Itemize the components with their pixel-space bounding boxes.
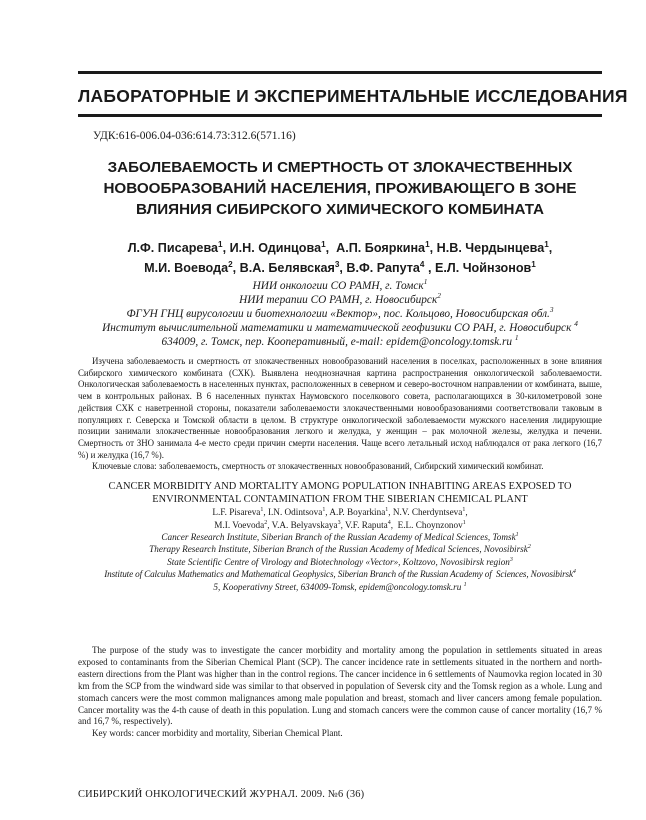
- section-heading: ЛАБОРАТОРНЫЕ И ЭКСПЕРИМЕНТАЛЬНЫЕ ИССЛЕДОВАНИЯ: [78, 86, 628, 106]
- affiliation-en: Cancer Research Institute, Siberian Branch of the Russian Academy of Medical Sciences, Tomsk$^1$: [161, 531, 519, 542]
- author: А.П. Бояркина: [336, 241, 426, 255]
- abstract-en: [78, 645, 602, 740]
- author-affil-mark: 1: [425, 239, 430, 249]
- author: В.А. Белявская: [239, 261, 335, 275]
- affiliation: Институт вычислительной математики и математической геофизики СО РАН, г. Новосибирск $^4$: [102, 319, 578, 334]
- authors-line: Л.Ф. Писарева$^1$, И.Н. Одинцова$^1$, А.П. Бояркина$^1$, Н.В. Чердынцева$^1$,: [127, 239, 553, 255]
- author-affil-mark: 1: [321, 239, 326, 249]
- affiliation-en: Therapy Research Institute, Siberian Branch of the Russian Academy of Medical Sciences, Novosibirsk$^2$: [149, 544, 531, 555]
- title-line: ВЛИЯНИЯ СИБИРСКОГО ХИМИЧЕСКОГО КОМБИНАТА: [136, 201, 544, 218]
- authors-line: М.И. Воевода$^2$, В.А. Белявская$^3$, В.Ф. Рапута$^4$ , Е.Л. Чойнзонов$^1$: [144, 259, 536, 275]
- affiliation: НИИ онкологии СО РАМН, г. Томск$^1$: [252, 277, 428, 292]
- author-affil-mark: 1: [544, 239, 549, 249]
- affiliation-en-address: 5, Kooperativny Street, 634009-Tomsk, epidem@oncology.tomsk.ru $^1$: [213, 581, 467, 592]
- affiliation: НИИ терапии СО РАМН, г. Новосибирск$^2$: [239, 291, 441, 306]
- author: И.Н. Одинцова: [229, 241, 322, 255]
- affiliations-ru: [78, 279, 602, 349]
- abstract-ru: [78, 356, 602, 473]
- heading-underline-rule: [78, 114, 602, 117]
- article-title-en-line: ENVIRONMENTAL CONTAMINATION FROM THE SIBERIAN CHEMICAL PLANT: [152, 493, 528, 505]
- author-affil-mark: 3: [334, 259, 340, 269]
- udc-code: УДК:616-006.04-036:614.73:312.6(571.16): [93, 130, 296, 142]
- journal-footer: СИБИРСКИЙ ОНКОЛОГИЧЕСКИЙ ЖУРНАЛ. 2009. №6 (36): [78, 789, 365, 800]
- title-line: ЗАБОЛЕВАЕМОСТЬ И СМЕРТНОСТЬ ОТ ЗЛОКАЧЕСТВЕННЫХ: [107, 159, 573, 176]
- affiliation-en: State Scientific Centre of Virology and Biotechnology «Vector», Koltzovo, Novosibirsk region$^3$: [167, 556, 513, 567]
- english-header: [78, 481, 602, 593]
- author: Е.Л. Чойнзонов: [434, 261, 532, 275]
- affiliation-en: Institute of Calculus Mathematics and Mathematical Geophysics, Siberian Branch of the Russian Academy of Sciences, Novosibirsk$^4$: [104, 569, 576, 580]
- article-title-en-line: CANCER MORBIDITY AND MORTALITY AMONG POPULATION INHABITING AREAS EXPOSED TO: [108, 481, 572, 492]
- author-affil-mark: 1: [218, 239, 223, 249]
- article-title-ru: [78, 157, 602, 220]
- author: М.И. Воевода: [144, 261, 229, 275]
- abstract-ru-text: Изучена заболеваемость и смертность от злокачественных новообразований населения в поселках, расположенных в зоне влияния Сибирского химического комбината (СХК). Выявлена неоднозначная картина распространения онкологической заболеваемости. Онкологическая заболеваемость в населенных пунктах, расположенных в северном и северо-восточном направлении от комбината, выше, чем в контрольных районах. В 6 населенных пунктах Наумовского поселкового совета, располагающихся в 30-километровой зоне действия СХК с наветренной стороны, показатели заболеваемости злокачественными новообразованиями соответствовали таковым в популяциях г. Северска и Томской области в целом. В структуре онкологической заболеваемости мужского населения лидирующие позиции занимали злокачественные новообразования легкого и желудка, у женщин – рак молочной железы, желудка и печени. Смертность от ЗНО занимала 4-е место среди причин смерти населения. Чаще всего летальный исход наблюдался от рака легкого (16,7 %) и желудка (16,7 %).: [78, 356, 602, 460]
- author-affil-mark: 2: [228, 259, 233, 269]
- keywords-ru: Ключевые слова: заболеваемость, смертность от злокачественных новообразований, Сибирский химический комбинат.: [92, 461, 544, 472]
- author-affil-mark: 4: [419, 259, 425, 269]
- authors-ru: [78, 238, 602, 278]
- author: Л.Ф. Писарева: [127, 241, 219, 255]
- affiliation-address: 634009, г. Томск, пер. Кооперативный, e-mail: epidem@oncology.tomsk.ru $^1$: [161, 333, 519, 348]
- author: В.Ф. Рапута: [346, 261, 420, 275]
- top-rule: [78, 71, 602, 74]
- affiliation: ФГУН ГНЦ вирусологии и биотехнологии «Вектор», пос. Кольцово, Новосибирская обл.$^3$: [126, 305, 554, 320]
- author-affil-mark: 1: [531, 259, 536, 269]
- abstract-en-text: The purpose of the study was to investigate the cancer morbidity and mortality among the population in settlements situated in areas exposed to contaminants from the Siberian Chemical Plant (SCP). The cancer incidence rate in settlements situated in the northern and north-eastern directions from the Plant was higher than in the control regions. The cancer incidence in 6 settlements of Naumovka region located in 30 km from the SCP from the windward side was similar to that observed in population of Seversk city and the Tomsk region as a whole. Lung and stomach cancers were the most common malignances among male population and breast, stomach and liver cancers among female population. Cancer mortality was the 4-th cause of death in this population. Lung and stomach cancers were the common cause of cancer mortality (16,7 % and 16,7 %, respectively).: [78, 645, 602, 727]
- title-line: НОВООБРАЗОВАНИЙ НАСЕЛЕНИЯ, ПРОЖИВАЮЩЕГО В ЗОНЕ: [103, 180, 577, 197]
- authors-en-line: L.F. Pisareva$^1$, I.N. Odintsova$^1$, A.P. Boyarkina$^1$, N.V. Cherdyntseva$^1$,: [212, 507, 468, 518]
- keywords-en: Key words: cancer morbidity and mortality, Siberian Chemical Plant.: [92, 728, 343, 739]
- author: Н.В. Чердынцева: [436, 241, 545, 255]
- authors-en-line: M.I. Voevoda$^2$, V.A. Belyavskaya$^3$, V.F. Raputa$^4$, E.L. Choynzonov$^1$: [214, 519, 466, 530]
